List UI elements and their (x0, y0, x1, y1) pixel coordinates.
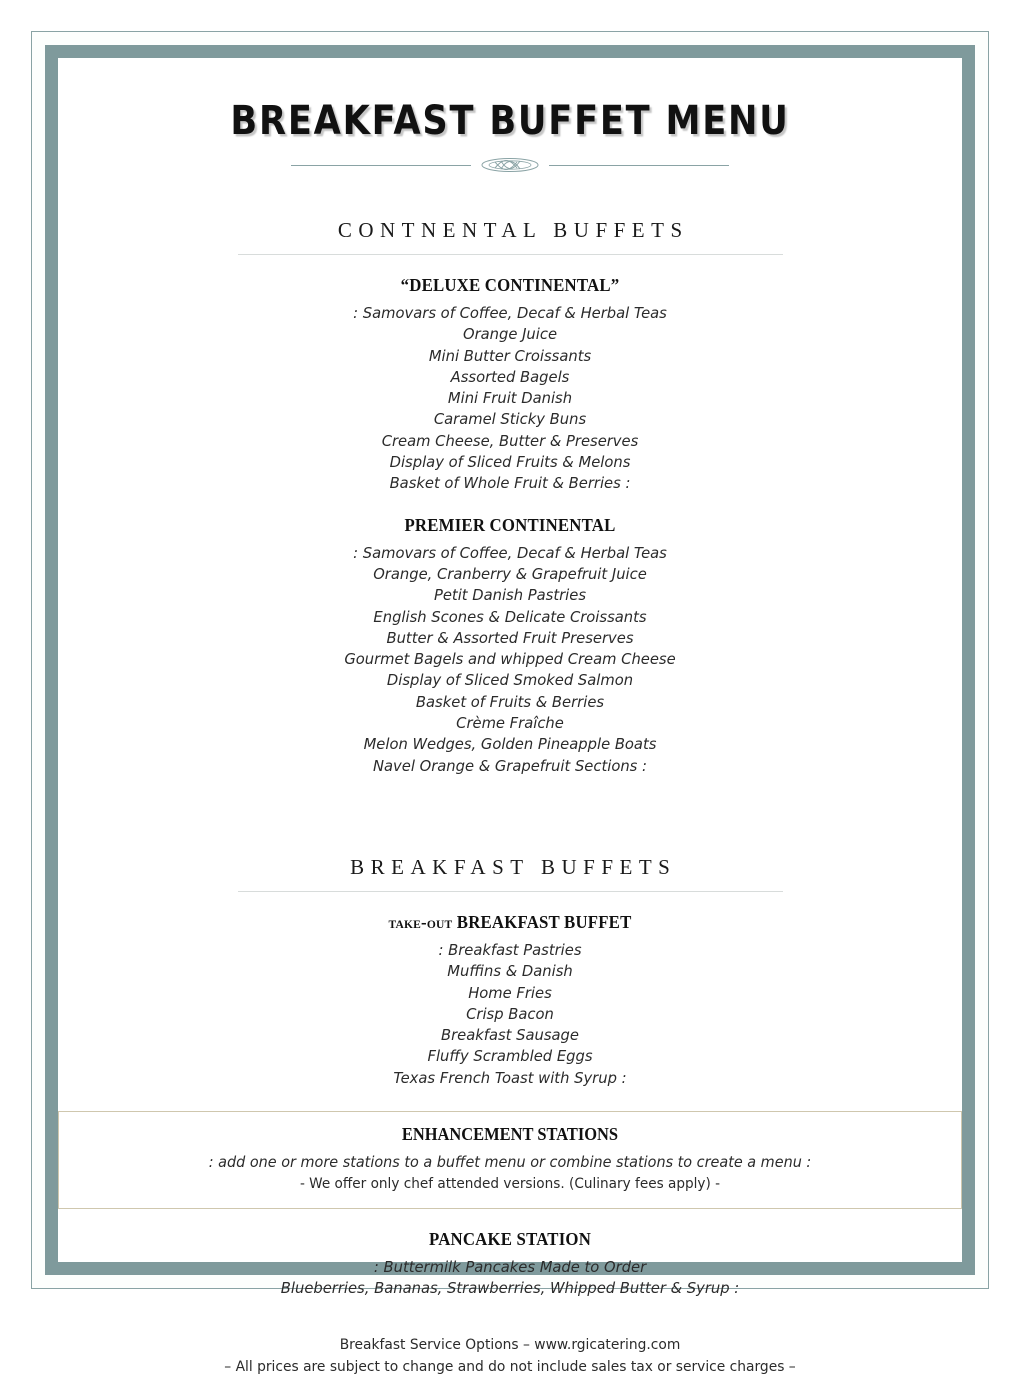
list-item: Basket of Fruits & Berries (415, 692, 605, 711)
divider-rule-left (291, 165, 471, 166)
list-item: Mini Butter Croissants (428, 346, 592, 365)
list-item: Muffins & Danish (447, 962, 573, 981)
enhancement-stations-box (58, 1111, 962, 1209)
block-title (76, 912, 944, 933)
block-title: PREMIER CONTINENTAL (404, 514, 616, 535)
list-item: : Samovars of Coffee, Decaf & Herbal Teas (353, 304, 667, 322)
list-item: Gourmet Bagels and whipped Cream Cheese (344, 650, 676, 669)
list-item: Assorted Bagels (450, 367, 570, 386)
list-item: Petit Danish Pastries (433, 586, 587, 605)
menu-block-pancake-station (58, 1229, 962, 1300)
list-item: Texas French Toast with Syrup : (393, 1068, 627, 1087)
section-divider (238, 254, 783, 255)
list-item: Orange Juice (462, 325, 558, 344)
list-item: Orange, Cranberry & Grapefruit Juice (373, 564, 647, 583)
callout-note: - We offer only chef attended versions. (Culinary fees apply) - (299, 1176, 721, 1193)
menu-block-premier-continental (58, 515, 962, 777)
list-item: Crème Fraîche (456, 714, 564, 733)
menu-block-deluxe-continental (58, 275, 962, 495)
section-title: CONTNENTAL BUFFETS (337, 218, 689, 242)
list-item: Butter & Assorted Fruit Preserves (386, 628, 634, 647)
footer-service-options: Breakfast Service Options – www.rgicatering.com (339, 1336, 681, 1353)
block-title-prefix: take-out (388, 911, 453, 932)
list-item: Navel Orange & Grapefruit Sections : (373, 756, 647, 775)
section-spacer (58, 777, 962, 811)
flourish-icon (473, 156, 547, 174)
list-item: Crisp Bacon (466, 1004, 554, 1023)
callout-description: : add one or more stations to a buffet menu or combine stations to create a menu : (208, 1153, 812, 1172)
section-title: BREAKFAST BUFFETS (350, 854, 677, 879)
menu-content (58, 58, 962, 1375)
list-item: : Breakfast Pastries (438, 940, 582, 959)
block-title: “DELUXE CONTINENTAL” (400, 275, 620, 295)
list-item: Caramel Sticky Buns (433, 410, 587, 429)
list-item: Breakfast Sausage (441, 1026, 579, 1045)
list-item: Mini Fruit Danish (447, 389, 573, 408)
section-header-continental (58, 218, 962, 255)
section-divider (238, 891, 783, 892)
block-title-rest: BREAKFAST BUFFET (452, 911, 632, 932)
item-list (58, 543, 962, 777)
section-header-breakfast (58, 855, 962, 892)
ornamental-divider (58, 156, 962, 174)
item-list (58, 1257, 962, 1300)
list-item: Cream Cheese, Butter & Preserves (381, 431, 639, 450)
footer-disclaimer: – All prices are subject to change and do not include sales tax or service charges – (224, 1358, 796, 1375)
divider-rule-right (549, 165, 729, 166)
item-list (58, 940, 962, 1089)
list-item: Melon Wedges, Golden Pineapple Boats (363, 735, 657, 754)
list-item: : Samovars of Coffee, Decaf & Herbal Teas (353, 543, 667, 562)
list-item: Fluffy Scrambled Eggs (427, 1047, 593, 1066)
item-list (58, 303, 962, 495)
menu-block-takeout-breakfast (58, 912, 962, 1089)
list-item: Blueberries, Bananas, Strawberries, Whipped Butter & Syrup : (280, 1279, 740, 1298)
list-item: Basket of Whole Fruit & Berries : (389, 474, 631, 493)
page-title: BREAKFAST BUFFET MENU (230, 98, 790, 144)
list-item: English Scones & Delicate Croissants (373, 607, 647, 626)
callout-title: ENHANCEMENT STATIONS (401, 1124, 619, 1145)
block-title: PANCAKE STATION (428, 1229, 592, 1250)
list-item: Home Fries (468, 983, 552, 1002)
list-item: Display of Sliced Smoked Salmon (386, 671, 634, 690)
list-item: Display of Sliced Fruits & Melons (389, 453, 631, 472)
title-block (58, 58, 962, 174)
list-item: : Buttermilk Pancakes Made to Order (373, 1258, 647, 1277)
page-footer (58, 1334, 962, 1378)
